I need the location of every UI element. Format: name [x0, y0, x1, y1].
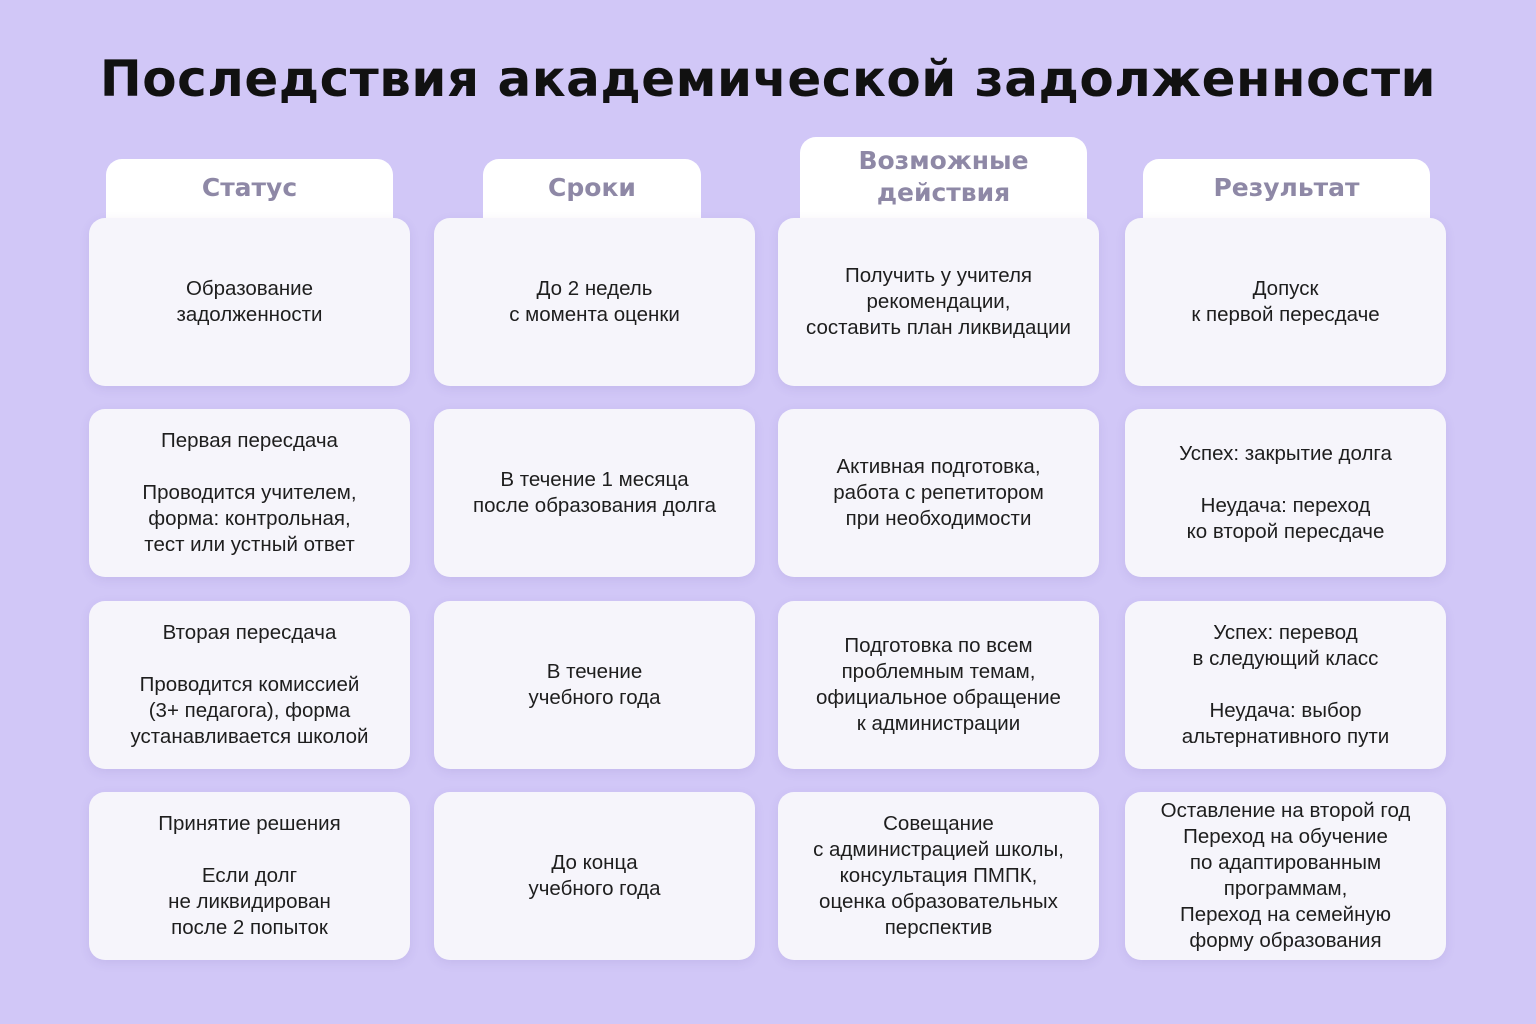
cell-text: Успех: перевод в следующий класс Неудача: выбор альтернативного пути	[1181, 621, 1390, 748]
cell-actions-row-2	[778, 409, 1099, 577]
cell-text: В течение 1 месяца после образования долга	[472, 468, 717, 517]
cell-text: Получить у учителя рекомендации, составить план ликвидации	[805, 264, 1071, 339]
cell-text: Активная подготовка, работа с репетитором при необходимости	[833, 455, 1044, 530]
cell-text: В течение учебного года	[528, 660, 661, 709]
cell-text: Совещание с администрацией школы, консультация ПМПК, оценка образовательных перспектив	[813, 812, 1064, 939]
cell-status-row-1	[89, 218, 410, 386]
column-header-status-label: Статус	[201, 173, 298, 202]
column-header-deadlines-label: Сроки	[548, 173, 636, 202]
cell-text: До 2 недель с момента оценки	[509, 277, 680, 326]
cell-text: Подготовка по всем проблемным темам, официальное обращение к администрации	[816, 634, 1061, 735]
cell-deadlines-row-2	[434, 409, 755, 577]
cell-deadlines-row-1	[434, 218, 755, 386]
column-header-actions-label: Возможные действия	[858, 146, 1029, 207]
cell-status-row-2	[89, 409, 410, 577]
cell-text: Первая пересдача Проводится учителем, форма: контрольная, тест или устный ответ	[142, 429, 357, 556]
cell-text: Принятие решения Если долг не ликвидирован после 2 попыток	[158, 812, 341, 939]
cell-result-row-3	[1125, 601, 1446, 769]
cell-text: Допуск к первой пересдаче	[1191, 277, 1380, 326]
cell-deadlines-row-4	[434, 792, 755, 960]
cell-result-row-2	[1125, 409, 1446, 577]
cell-text: До конца учебного года	[528, 851, 661, 900]
cell-actions-row-3	[778, 601, 1099, 769]
cell-text: Оставление на второй год Переход на обучение по адаптированным программам, Переход на семейную форму образования	[1160, 799, 1411, 952]
column-header-result-label: Результат	[1213, 173, 1360, 202]
cell-status-row-3	[89, 601, 410, 769]
cell-text: Вторая пересдача Проводится комиссией (3+ педагога), форма устанавливается школой	[130, 621, 369, 748]
cell-text: Успех: закрытие долга Неудача: переход ко второй пересдаче	[1179, 442, 1392, 543]
column-header-result	[1143, 159, 1430, 219]
column-header-actions	[800, 137, 1087, 219]
column-header-deadlines	[483, 159, 701, 219]
cell-actions-row-1	[778, 218, 1099, 386]
column-header-status	[106, 159, 393, 219]
cell-result-row-4	[1125, 792, 1446, 960]
cell-status-row-4	[89, 792, 410, 960]
cell-text: Образование задолженности	[176, 277, 323, 326]
page-title: Последствия академической задолженности	[99, 50, 1437, 108]
cell-deadlines-row-3	[434, 601, 755, 769]
cell-actions-row-4	[778, 792, 1099, 960]
cell-result-row-1	[1125, 218, 1446, 386]
